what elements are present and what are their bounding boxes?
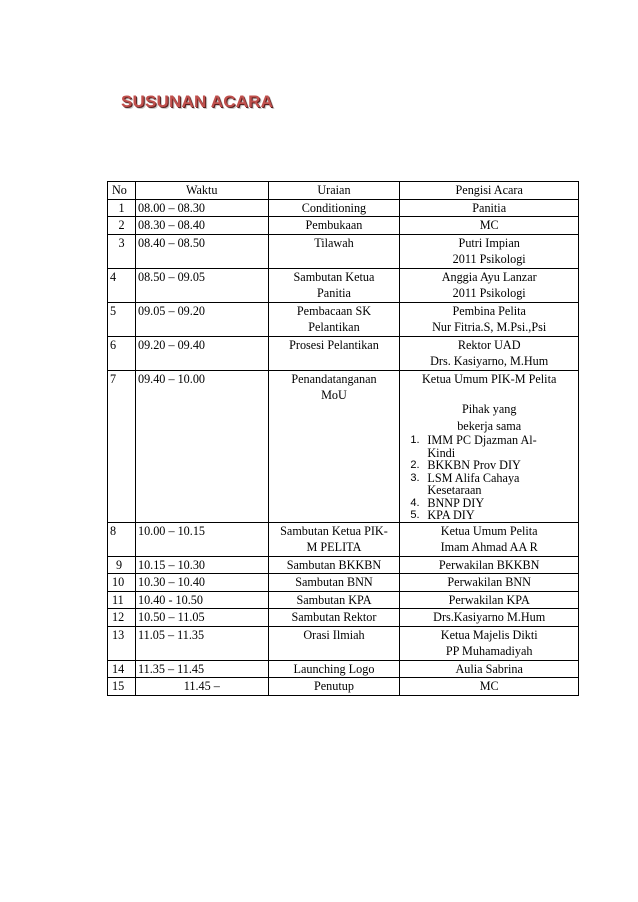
- cell-no: 2: [108, 217, 136, 235]
- cell-pengisi: [400, 678, 579, 696]
- cell-pengisi: [400, 609, 579, 627]
- uraian-line: Sambutan Ketua: [293, 269, 375, 284]
- table-row: [108, 678, 579, 696]
- cell-no: 12: [108, 609, 136, 627]
- cell-waktu: 11.05 – 11.35: [135, 626, 268, 660]
- cell-no: 7: [108, 370, 136, 522]
- uraian-line: Tilawah: [314, 235, 354, 250]
- cell-pengisi: [400, 217, 579, 235]
- partner-item: [410, 470, 576, 497]
- cell-uraian: [268, 609, 400, 627]
- partner-item: [410, 458, 576, 472]
- uraian-line: Launching Logo: [293, 661, 375, 676]
- table-row: [108, 268, 579, 302]
- uraian-line: Sambutan Ketua PIK-: [280, 523, 388, 538]
- uraian-line: Pembacaan SK: [296, 303, 372, 318]
- table-row: [108, 217, 579, 235]
- agenda-table: [107, 181, 579, 696]
- partner-list: [402, 434, 576, 522]
- cell-pengisi: [400, 370, 579, 522]
- cell-uraian: [268, 217, 400, 235]
- pengisi-line: MC: [479, 218, 499, 232]
- pengisi-line: Putri Impian: [458, 235, 520, 250]
- cell-pengisi: [400, 199, 579, 217]
- cell-waktu: 09.05 – 09.20: [135, 302, 268, 336]
- table-row: [108, 591, 579, 609]
- cell-pengisi: [400, 234, 579, 268]
- cell-pengisi: [400, 268, 579, 302]
- uraian-line: Sambutan BNN: [295, 575, 373, 589]
- cell-uraian: [268, 336, 400, 370]
- uraian-line: Sambutan BKKBN: [286, 557, 382, 572]
- cell-no: 3: [108, 234, 136, 268]
- table-row: [108, 302, 579, 336]
- cell-waktu: 11.35 – 11.45: [135, 660, 268, 678]
- cell-no: 15: [108, 678, 136, 696]
- pengisi-line: Pembina Pelita: [452, 303, 526, 318]
- cell-no: 10: [108, 574, 136, 592]
- pengisi-line: 2011 Psikologi: [452, 252, 526, 266]
- uraian-line: Pembukaan: [305, 218, 363, 232]
- cell-waktu: 08.30 – 08.40: [135, 217, 268, 235]
- cell-waktu: 10.15 – 10.30: [135, 556, 268, 574]
- partner-line: Kesetaraan: [427, 483, 482, 497]
- cell-no: 4: [108, 268, 136, 302]
- pengisi-line: Anggia Ayu Lanzar: [441, 269, 537, 284]
- cell-uraian: [268, 370, 400, 522]
- pengisi-line: Perwakilan KPA: [448, 592, 530, 607]
- partner-item: [410, 433, 576, 460]
- cell-waktu: 11.45 –: [135, 678, 268, 696]
- cell-waktu: 08.50 – 09.05: [135, 268, 268, 302]
- partner-line: KPA DIY: [427, 508, 475, 522]
- uraian-line: Pelantikan: [308, 320, 360, 334]
- cell-no: 11: [108, 591, 136, 609]
- partner-number: 1.: [410, 434, 420, 446]
- table-row: [108, 522, 579, 556]
- uraian-line: Conditioning: [301, 200, 367, 215]
- partner-number: 4.: [410, 496, 420, 509]
- partner-line: LSM Alifa Cahaya: [427, 470, 520, 485]
- pengisi-line: Rektor UAD: [457, 337, 521, 352]
- header-no: No: [108, 182, 136, 200]
- cell-waktu: 10.40 - 10.50: [135, 591, 268, 609]
- cell-no: 1: [108, 199, 136, 217]
- pengisi-line: Aulia Sabrina: [455, 661, 523, 676]
- cell-uraian: [268, 522, 400, 556]
- cell-uraian: [268, 591, 400, 609]
- partner-line: BNNP DIY: [427, 495, 485, 510]
- spacer: [402, 387, 576, 401]
- table-row: [108, 660, 579, 678]
- uraian-line: MoU: [321, 388, 347, 402]
- partner-item: [410, 508, 576, 522]
- partner-line: IMM PC Djazman Al-: [427, 433, 537, 447]
- uraian-line: Sambutan KPA: [296, 592, 372, 607]
- uraian-line: Sambutan Rektor: [291, 610, 377, 624]
- cell-waktu: 09.40 – 10.00: [135, 370, 268, 522]
- cell-uraian: [268, 574, 400, 592]
- pengisi-line: Perwakilan BKKBN: [438, 557, 540, 572]
- cell-no: 9: [108, 556, 136, 574]
- table-row: [108, 370, 579, 522]
- cell-pengisi: [400, 574, 579, 592]
- pengisi-line: Nur Fitria.S, M.Psi.,Psi: [432, 320, 547, 334]
- pengisi-extra-line: bekerja sama: [457, 418, 522, 433]
- cell-uraian: [268, 556, 400, 574]
- cell-waktu: 10.00 – 10.15: [135, 522, 268, 556]
- partner-number: 3.: [410, 471, 420, 484]
- pengisi-line: Panitia: [472, 200, 507, 215]
- cell-pengisi: [400, 302, 579, 336]
- cell-uraian: [268, 660, 400, 678]
- pengisi-extra-line: Pihak yang: [461, 402, 517, 416]
- table-row: [108, 609, 579, 627]
- uraian-line: Orasi Ilmiah: [303, 627, 365, 642]
- cell-pengisi: [400, 336, 579, 370]
- pengisi-line: Ketua Umum PIK-M Pelita: [421, 371, 557, 386]
- partner-line: Kindi: [427, 445, 456, 460]
- cell-no: 8: [108, 522, 136, 556]
- header-waktu: Waktu: [135, 182, 268, 200]
- table-row: [108, 556, 579, 574]
- header-uraian: Uraian: [268, 182, 400, 200]
- uraian-line: Panitia: [317, 286, 351, 300]
- cell-waktu: 08.40 – 08.50: [135, 234, 268, 268]
- table-row: [108, 336, 579, 370]
- cell-pengisi: [400, 660, 579, 678]
- cell-uraian: [268, 199, 400, 217]
- pengisi-line: Perwakilan BNN: [447, 575, 531, 589]
- pengisi-line: Imam Ahmad AA R: [440, 540, 538, 554]
- pengisi-line: Ketua Majelis Dikti: [440, 627, 538, 642]
- cell-pengisi: [400, 626, 579, 660]
- cell-waktu: 09.20 – 09.40: [135, 336, 268, 370]
- cell-no: 6: [108, 336, 136, 370]
- partner-number: 2.: [410, 459, 420, 471]
- uraian-line: M PELITA: [306, 540, 362, 554]
- cell-uraian: [268, 678, 400, 696]
- table-row: [108, 234, 579, 268]
- pengisi-line: MC: [479, 679, 499, 693]
- cell-pengisi: [400, 522, 579, 556]
- table-row: [108, 574, 579, 592]
- cell-waktu: 08.00 – 08.30: [135, 199, 268, 217]
- uraian-line: Penutup: [313, 679, 354, 693]
- table-row: [108, 626, 579, 660]
- page-title: SUSUNAN ACARA: [121, 92, 274, 111]
- cell-no: 5: [108, 302, 136, 336]
- cell-waktu: 10.30 – 10.40: [135, 574, 268, 592]
- table-row: [108, 199, 579, 217]
- pengisi-line: Drs.Kasiyarno M.Hum: [433, 610, 546, 624]
- partner-number: 5.: [410, 509, 420, 521]
- uraian-line: Prosesi Pelantikan: [289, 337, 379, 352]
- cell-no: 14: [108, 660, 136, 678]
- cell-uraian: [268, 234, 400, 268]
- pengisi-line: 2011 Psikologi: [452, 286, 526, 300]
- cell-uraian: [268, 626, 400, 660]
- pengisi-line: Drs. Kasiyarno, M.Hum: [430, 354, 549, 368]
- uraian-line: Penandatanganan: [291, 371, 377, 386]
- cell-waktu: 10.50 – 11.05: [135, 609, 268, 627]
- cell-pengisi: [400, 556, 579, 574]
- cell-uraian: [268, 302, 400, 336]
- partner-line: BKKBN Prov DIY: [427, 458, 521, 472]
- cell-no: 13: [108, 626, 136, 660]
- header-pengisi: Pengisi Acara: [400, 182, 579, 200]
- table-header-row: [108, 182, 579, 200]
- cell-pengisi: [400, 591, 579, 609]
- cell-uraian: [268, 268, 400, 302]
- pengisi-line: PP Muhamadiyah: [445, 644, 533, 658]
- pengisi-line: Ketua Umum Pelita: [440, 523, 538, 538]
